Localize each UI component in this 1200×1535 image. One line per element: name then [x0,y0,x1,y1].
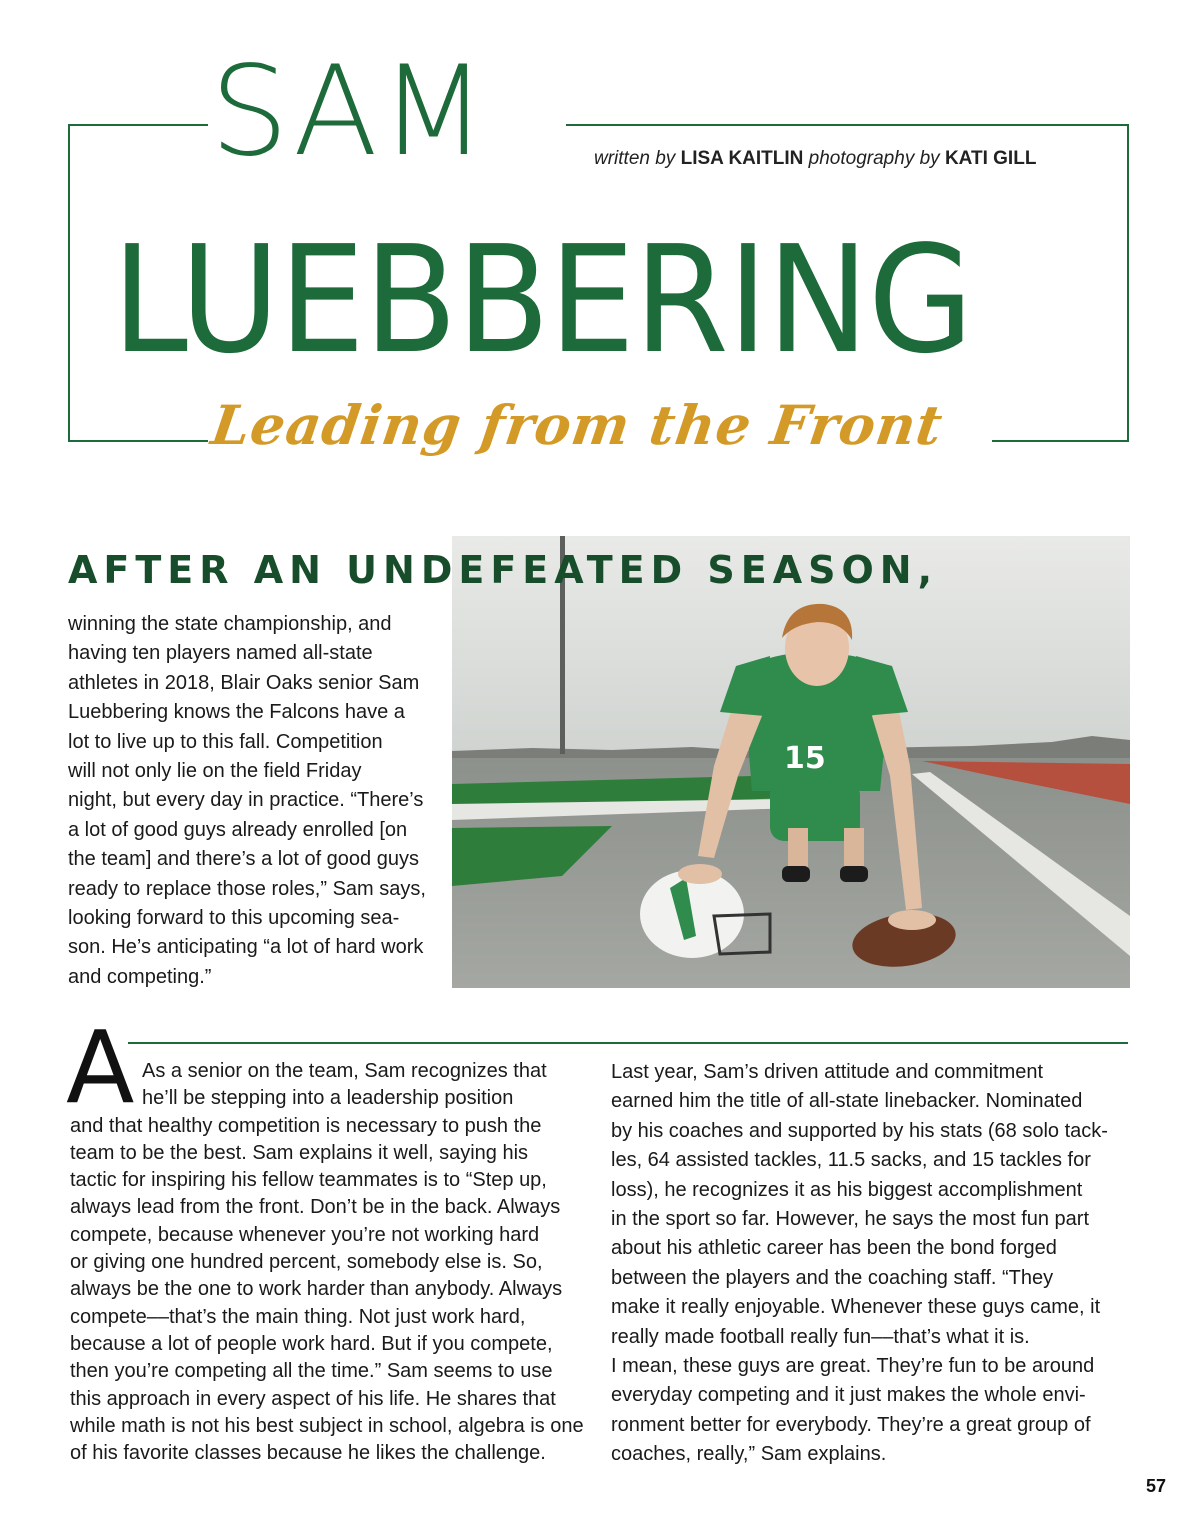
photography-by-label: photography by [808,148,940,169]
column1-line: or giving one hundred percent, somebody else is. So, [70,1251,543,1274]
intro-line: Luebbering knows the Falcons have a [68,701,405,724]
body-column-2 [611,1058,1131,1469]
title-frame-top-left [68,124,208,126]
intro-line: a lot of good guys already enrolled [on [68,818,408,841]
intro-line: night, but every day in practice. “There’s [68,789,424,812]
column2-line: loss), he recognizes it as his biggest accomplishment [611,1178,1083,1201]
section-divider [128,1042,1128,1044]
intro-line: ready to replace those roles,” Sam says, [68,877,426,900]
column2-line: make it really enjoyable. Whenever these guys came, it [611,1296,1101,1319]
page-number: 57 [1146,1476,1167,1496]
article-subtitle: Leading from the Front [207,393,947,457]
column1-line: because a lot of people work hard. But if you compete, [70,1332,553,1355]
photographer-name: KATI GILL [944,148,1037,169]
column1-line: compete––that’s the main thing. Not just work hard, [70,1305,526,1328]
column1-line: then you’re competing all the time.” Sam seems to use [70,1360,553,1383]
intro-line: the team] and there’s a lot of good guys [68,848,419,871]
author-name: LISA KAITLIN [680,148,804,169]
title-frame-right [1127,124,1129,442]
body-column-1 [70,1058,590,1467]
column2-line: in the sport so far. However, he says the most fun part [611,1207,1090,1230]
column2-line: by his coaches and supported by his stats (68 solo tack- [611,1119,1108,1142]
column2-line: everyday competing and it just makes the whole envi- [611,1384,1086,1407]
title-frame-top-right [566,124,1129,126]
column2-line: les, 64 assisted tackles, 11.5 sacks, and 15 tackles for [611,1149,1091,1172]
intro-line: athletes in 2018, Blair Oaks senior Sam [68,671,420,694]
column2-line: ronment better for everybody. They’re a great group of [611,1413,1091,1436]
jersey-number: 15 [784,741,826,776]
column2-line: really made football really fun––that’s what it is. [611,1325,1030,1348]
intro-line: lot to live up to this fall. Competition [68,730,383,753]
lead-heading: AFTER AN UNDEFEATED SEASON, [68,548,939,592]
written-by-label: written by [594,148,676,169]
column2-line: between the players and the coaching staff. “They [611,1266,1054,1289]
intro-line: son. He’s anticipating “a lot of hard work [68,936,424,959]
column1-line: team to be the best. Sam explains it well, saying his [70,1141,529,1164]
column2-line: about his athletic career has been the bond forged [611,1237,1057,1260]
column1-line: always lead from the front. Don’t be in the back. Always [70,1196,561,1219]
intro-line: winning the state championship, and [68,613,392,635]
drop-cap: A [66,1009,135,1126]
intro-line: having ten players named all-state [68,642,373,665]
title-frame-left [68,124,70,442]
column1-line: of his favorite classes because he likes the challenge. [70,1442,546,1465]
column2-line: I mean, these guys are great. They’re fun to be around [611,1354,1095,1377]
column1-line: while math is not his best subject in school, algebra is one [70,1414,584,1437]
column1-line: always be the one to work harder than anybody. Always [70,1278,563,1301]
column1-line: and that healthy competition is necessary to push the [70,1114,542,1137]
title-frame-bottom-right [992,440,1129,442]
football-player-photo [452,536,1130,988]
column1-line: As a senior on the team, Sam recognizes that [142,1060,547,1082]
byline [594,148,1036,170]
column1-line: this approach in every aspect of his life. He shares that [70,1387,556,1410]
title-last-name: LUEBBERING [112,214,973,386]
column1-line: tactic for inspiring his fellow teammates is to “Step up, [70,1169,547,1192]
column2-line: coaches, really,” Sam explains. [611,1443,887,1466]
title-first-name: SAM [210,40,489,184]
intro-line: and competing.” [68,965,212,988]
column1-line: compete, because whenever you’re not working hard [70,1223,540,1246]
column1-line: he’ll be stepping into a leadership position [142,1087,514,1110]
column2-line: Last year, Sam’s driven attitude and commitment [611,1061,1044,1083]
intro-line: will not only lie on the field Friday [68,760,362,783]
title-frame-bottom-left [68,440,208,442]
intro-line: looking forward to this upcoming sea- [68,907,400,930]
intro-paragraph [68,610,438,992]
column2-line: earned him the title of all-state linebacker. Nominated [611,1090,1083,1113]
